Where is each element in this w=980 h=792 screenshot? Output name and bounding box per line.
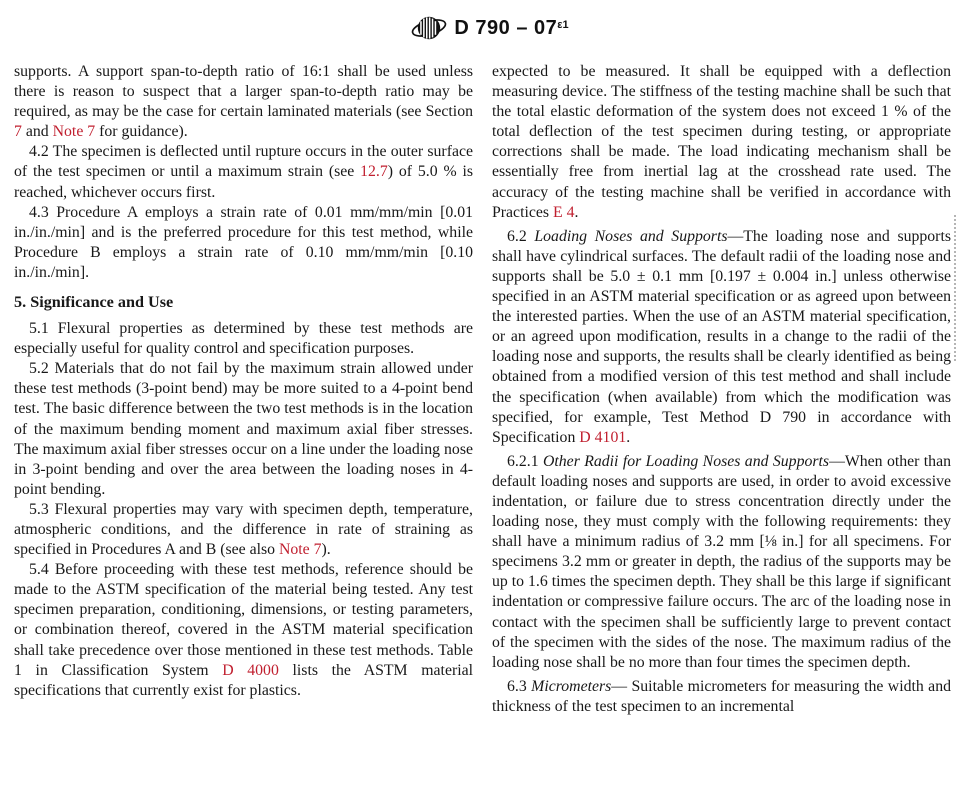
- paragraph: [14, 560, 473, 701]
- reference-link[interactable]: E 4: [552, 203, 575, 221]
- text-run: —The loading nose and supports shall have cylindrical surfaces. The default radii of the loading nose and supports shall be 5.0 ± 0.1 mm [0.197 ± 0.004 in.] unless otherwise specified in an ASTM material specification or as agreed upon between the interested parties. When the use of an ASTM material specification, or an agreed upon modification, results in a change to the radii of the loading nose and supports, the results shall be clearly identified as being obtained from a modified version of this test method and shall include the specification (when available) from which the modification was specified, for example, Test Method D 790 in accordance with Specification: [492, 227, 951, 446]
- text-run: 4.3 Procedure A employs a strain rate of 0.01 mm/mm/min [0.01 in./in./min] and is the preferred procedure for this test method, while Procedure B employs a strain rate of 0.10 mm/mm/min [0.10 in./in./min].: [14, 203, 473, 281]
- paragraph: [14, 500, 473, 560]
- paragraph: [14, 62, 473, 142]
- paragraph: [14, 142, 473, 202]
- paragraph: [492, 677, 951, 717]
- editorial-change-bar: [954, 215, 956, 361]
- text-run: lists the ASTM material specifications that currently exist for plastics.: [14, 661, 474, 699]
- text-run: supports. A support span-to-depth ratio of 16:1 shall be used unless there is reason to suspect that a larger span-to-depth ratio may be required, as may be the case for certain laminated materials (see Section: [14, 63, 473, 121]
- reference-link[interactable]: 7: [14, 123, 22, 141]
- paragraph: [14, 359, 473, 500]
- text-run: 6.2.1: [507, 452, 543, 470]
- doc-code: D 790 – 07: [454, 16, 558, 39]
- text-run: .: [626, 428, 631, 446]
- text-run: Other Radii for Loading Noses and Supports: [542, 452, 830, 470]
- paragraph: [14, 319, 473, 359]
- text-run: Loading Noses and Supports: [534, 227, 728, 245]
- text-run: —When other than default loading noses and supports are used, in order to avoid excessive indentation, or failure due to stress concentration directly under the loading nose, they must comply with the following requirements: they shall have a minimum radius of 3.2 mm [⅛ in.] for all specimens. For specimens 3.2 mm or greater in depth, the radius of the supports may be up to 1.6 times the specimen depth. They shall be this large if significant indentation or compressive failure occurs. The arc of the loading nose in contact with the specimen shall be sufficiently large to prevent contact of the specimen with the sides of the nose. The maximum radius of the loading nose shall be no more than four times the specimen depth.: [492, 452, 951, 671]
- text-run: 5.1 Flexural properties as determined by these test methods are especially useful for quality control and specification purposes.: [14, 320, 473, 358]
- text-run: 5.2 Materials that do not fail by the maximum strain allowed under these test methods (3-point bend) may be more suited to a 4-point bend test. The basic difference between the two test methods is in the location of the maximum bending moment and maximum axial fiber stresses. The maximum axial fiber stresses occur on a line under the loading nose in 3-point bending and over the area between the loading noses in 4-point bending.: [14, 360, 473, 498]
- text-run: 6.2: [507, 227, 535, 245]
- paragraph: [492, 227, 951, 448]
- text-run: ) of 5.0 % is reached, whichever occurs first.: [14, 163, 473, 201]
- text-columns: [14, 62, 951, 717]
- doc-superscript: ε1: [557, 18, 569, 31]
- text-run: 4.2 The specimen is deflected until rupture occurs in the outer surface of the test specimen or until a maximum strain (see: [14, 143, 473, 181]
- section-heading: 5. Significance and Use: [14, 293, 174, 312]
- left-column: [14, 62, 473, 717]
- paragraph: [14, 203, 473, 283]
- text-run: .: [574, 203, 579, 221]
- reference-link[interactable]: Note 7: [52, 123, 96, 141]
- text-run: expected to be measured. It shall be equipped with a deflection measuring device. The stiffness of the testing machine shall be such that the total elastic deformation of the system does not exceed 1 % of the total deflection of the test specimen during testing, or appropriate corrections shall be made. The load indicating mechanism shall be essentially free from inertial lag at the crosshead rate used. The accuracy of the testing machine shall be verified in accordance with Practices: [492, 63, 951, 221]
- text-run: for guidance).: [95, 123, 188, 141]
- text-run: 5.4 Before proceeding with these test methods, reference should be made to the ASTM specification of the material being tested. Any test specimen preparation, conditioning, dimensions, or testing parameters, or combination thereof, covered in the ASTM material specification shall take precedence over those mentioned in these test methods. Table 1 in Classification System: [14, 561, 473, 679]
- page-header: [0, 14, 980, 42]
- reference-link[interactable]: D 4000: [222, 661, 279, 679]
- text-run: Micrometers: [531, 677, 612, 695]
- reference-link[interactable]: D 4101: [579, 428, 627, 446]
- text-run: and: [21, 123, 53, 141]
- doc-designation: [454, 17, 568, 40]
- reference-link[interactable]: Note 7: [278, 541, 322, 559]
- astm-logo-icon: [411, 14, 447, 42]
- text-run: — Suitable micrometers for measuring the width and thickness of the test specimen to an incremental: [492, 677, 951, 715]
- text-run: 6.3: [507, 677, 532, 695]
- text-run: 5.3 Flexural properties may vary with specimen depth, temperature, atmospheric conditions, and the difference in rate of straining as specified in Procedures A and B (see also: [14, 500, 473, 559]
- right-column: [492, 62, 951, 717]
- text-run: ).: [321, 541, 331, 559]
- paragraph: [492, 452, 951, 673]
- reference-link[interactable]: 12.7: [360, 163, 388, 181]
- paragraph: [492, 62, 951, 223]
